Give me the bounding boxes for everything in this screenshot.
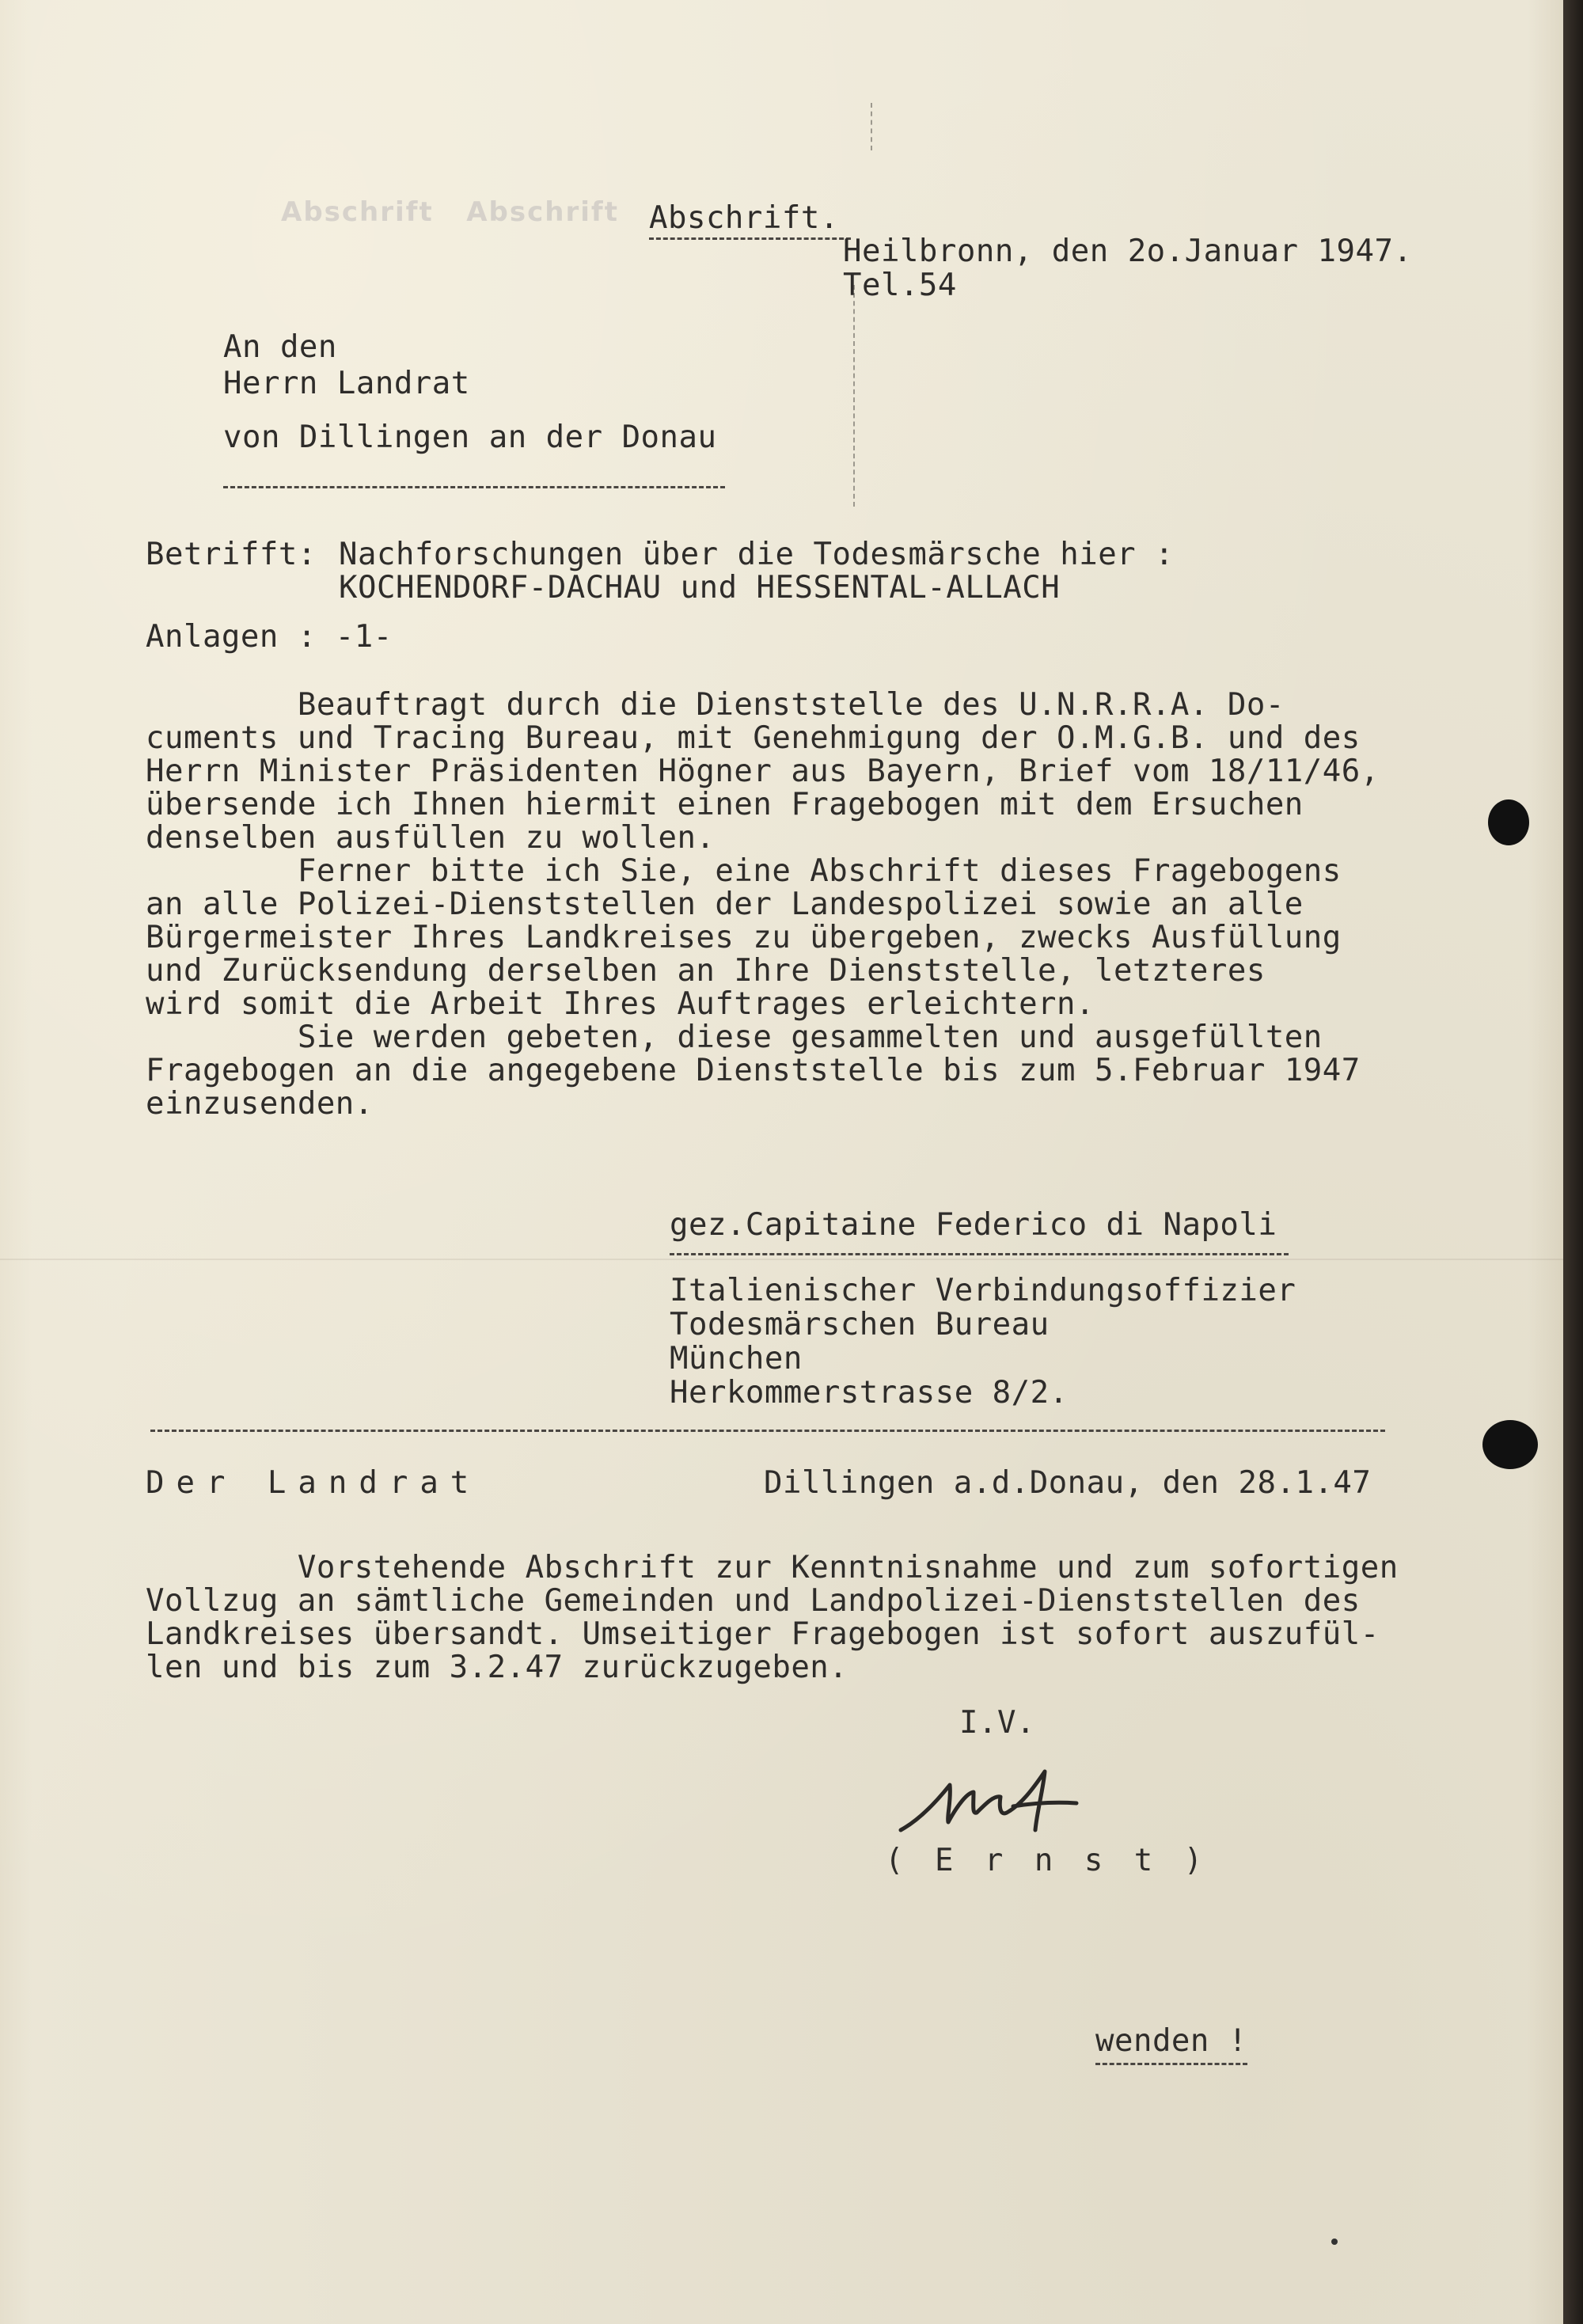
page-edge-shadow [1563,0,1583,2324]
copy-label-underline [649,237,851,240]
faded-stamp: Abschrift Abschrift [281,196,619,228]
punch-hole [1488,799,1529,845]
ink-speck [1331,2239,1338,2245]
attachments: Anlagen : -1- [146,619,393,655]
turn-over-underline [1095,2063,1247,2065]
iv-label: I.V. [959,1705,1035,1741]
crease-mark [853,285,855,507]
body-line: an alle Polizei-Dienststellen der Landespolizei sowie an alle [146,887,1304,922]
forwarding-line: Landkreises übersandt. Umseitiger Fragebogen ist sofort auszufül- [146,1616,1380,1652]
signer-name: ( E r n s t ) [885,1843,1209,1878]
bureau-city: München [670,1341,803,1377]
recipient-underline [223,486,725,488]
forwarding-line: Vorstehende Abschrift zur Kenntnisnahme und zum sofortigen [146,1550,1399,1585]
forwarding-line: len und bis zum 3.2.47 zurückzugeben. [146,1650,848,1685]
body-line: wird somit die Arbeit Ihres Auftrages erleichtern. [146,986,1095,1022]
body-line: Beauftragt durch die Dienststelle des U.N.R.R.A. Do- [146,687,1285,723]
recipient-line3: von Dillingen an der Donau [223,420,717,455]
header-tel: Tel.54 [843,268,957,303]
body-line: und Zurücksendung derselben an Ihre Dienststelle, letzteres [146,953,1266,989]
second-place-date: Dillingen a.d.Donau, den 28.1.47 [764,1465,1372,1501]
bureau-name: Todesmärschen Bureau [670,1307,1050,1342]
body-line: Sie werden gebeten, diese gesammelten und ausgefüllten [146,1020,1323,1055]
turn-over-note: wenden ! [1095,2023,1247,2059]
subject-line2: KOCHENDORF-DACHAU und HESSENTAL-ALLACH [339,570,1061,606]
header-place-date: Heilbronn, den 2o.Januar 1947. [843,234,1413,269]
body-line: Fragebogen an die angegebene Dienststelle bis zum 5.Februar 1947 [146,1053,1361,1088]
subject-line1: Nachforschungen über die Todesmärsche hier : [339,537,1175,572]
body-line: übersende ich Ihnen hiermit einen Fragebogen mit dem Ersuchen [146,787,1304,822]
body-line: denselben ausfüllen zu wollen. [146,820,716,856]
copy-label: Abschrift. [649,200,839,236]
forwarding-line: Vollzug an sämtliche Gemeinden und Landpolizei-Dienststellen des [146,1583,1361,1619]
body-line: Bürgermeister Ihres Landkreises zu übergeben, zwecks Ausfüllung [146,920,1342,955]
punch-hole [1482,1420,1538,1469]
body-line: Ferner bitte ich Sie, eine Abschrift dieses Fragebogens [146,853,1342,889]
body-line: Herrn Minister Präsidenten Högner aus Bayern, Brief vom 18/11/46, [146,754,1380,789]
signed-underline [670,1253,1289,1255]
section-separator [150,1430,1385,1432]
subject-label: Betrifft: [146,537,317,572]
officer-title: Italienischer Verbindungsoffizier [670,1273,1296,1308]
paper-fold [0,1259,1563,1260]
body-line: cuments und Tracing Bureau, mit Genehmigung der O.M.G.B. und des [146,720,1361,756]
crease-mark [871,103,872,150]
recipient-line2: Herrn Landrat [223,366,470,401]
bureau-street: Herkommerstrasse 8/2. [670,1375,1069,1411]
body-line: einzusenden. [146,1086,374,1122]
handwritten-signature [894,1757,1148,1844]
signed-by: gez.Capitaine Federico di Napoli [670,1207,1277,1243]
recipient-line1: An den [223,329,337,365]
authority-label: Der Landrat [146,1465,481,1501]
